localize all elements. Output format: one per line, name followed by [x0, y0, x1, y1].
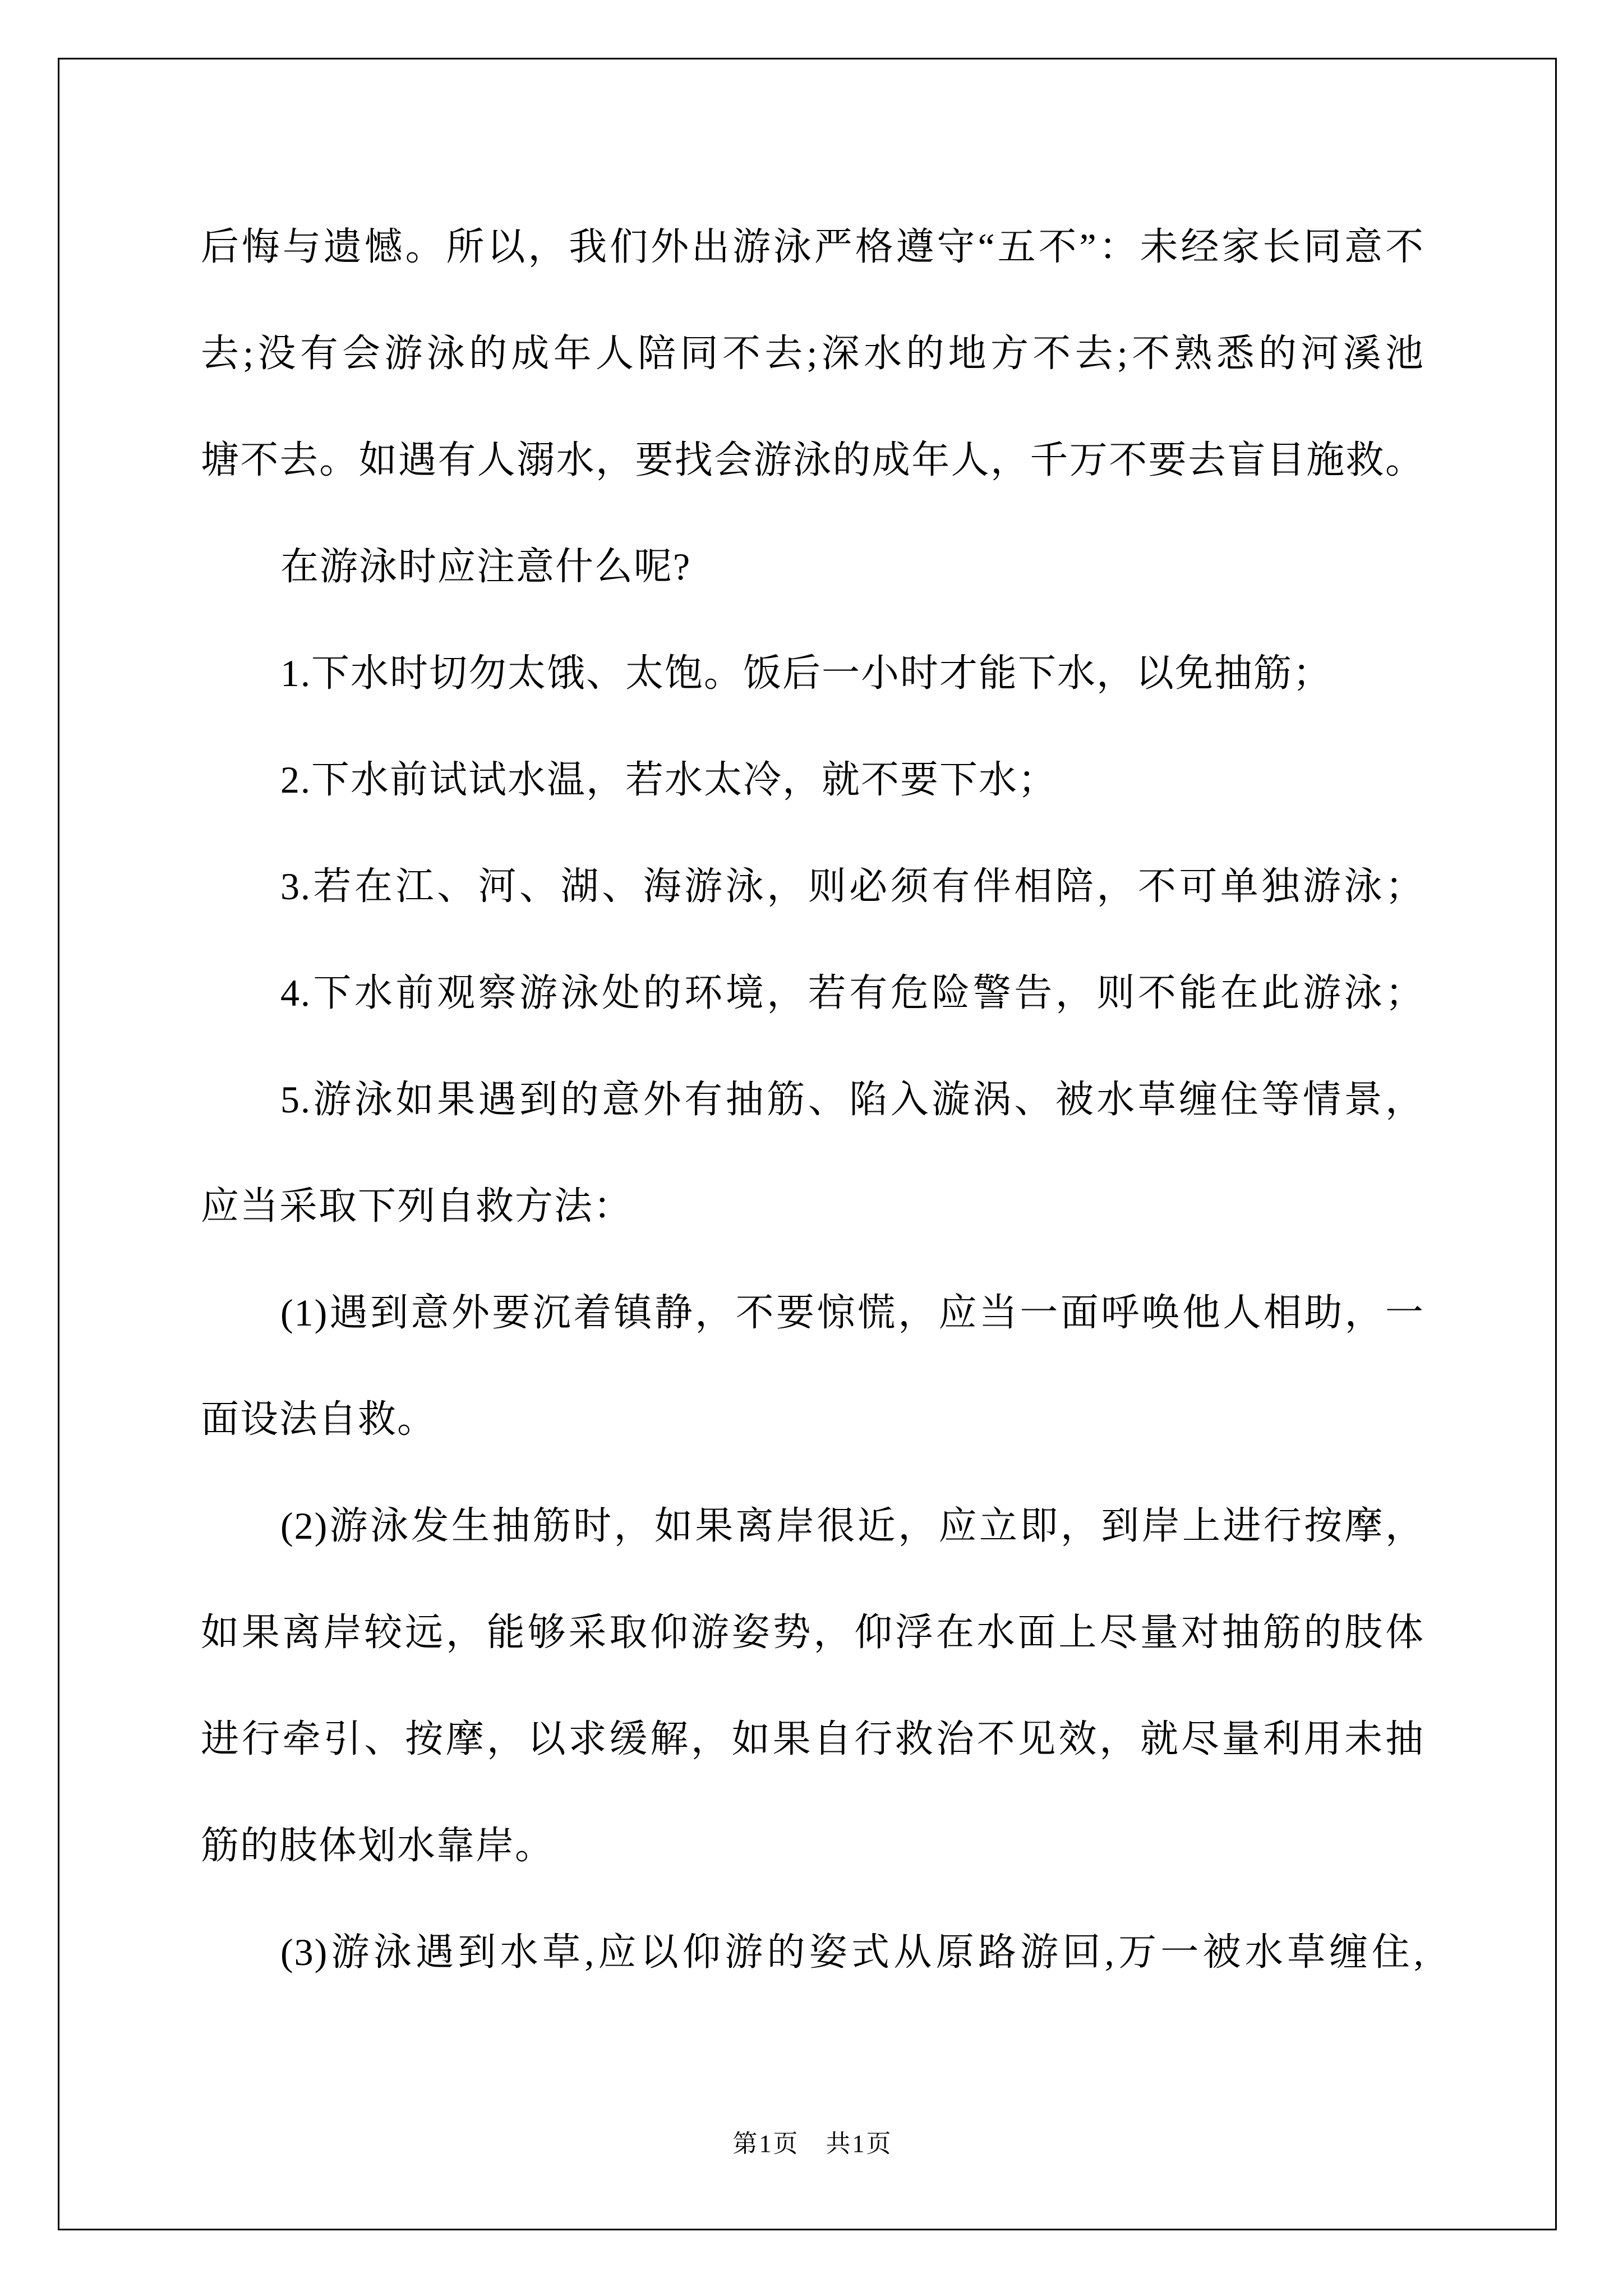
text-line: 3.若在江、河、湖、海游泳，则必须有伴相陪，不可单独游泳；	[280, 865, 1424, 908]
text-line: (2)游泳发生抽筋时，如果离岸很近，应立即，到岸上进行按摩，	[280, 1504, 1424, 1547]
text-line: 1.下水时切勿太饿、太饱。饭后一小时才能下水，以免抽筋；	[280, 652, 1332, 694]
footer-total-pages: 共1页	[826, 2130, 893, 2157]
text-line: 面设法自救。	[201, 1398, 437, 1441]
text-line: 塘不去。如遇有人溺水，要找会游泳的成年人，千万不要去盲目施救。	[201, 439, 1424, 481]
text-line: (3)游泳遇到水草,应以仰游的姿式从原路游回,万一被水草缠住,	[280, 1931, 1424, 1973]
text-line: 后悔与遗憾。所以，我们外出游泳严格遵守“五不”：未经家长同意不	[201, 226, 1424, 268]
text-line: 筋的肢体划水靠岸。	[201, 1824, 555, 1867]
text-line: 如果离岸较远，能够采取仰游姿势，仰浮在水面上尽量对抽筋的肢体	[201, 1611, 1424, 1654]
page-footer	[201, 2116, 1424, 2172]
footer-page-number: 第1页	[732, 2130, 800, 2157]
text-line: 进行牵引、按摩，以求缓解，如果自行救治不见效，就尽量利用未抽	[201, 1718, 1424, 1760]
text-line: 5.游泳如果遇到的意外有抽筋、陷入漩涡、被水草缠住等情景，	[280, 1078, 1424, 1121]
document-body-text	[201, 194, 1424, 2005]
text-line: 去;没有会游泳的成年人陪同不去;深水的地方不去;不熟悉的河溪池	[201, 332, 1424, 375]
text-line: 在游泳时应注意什么呢?	[280, 545, 691, 588]
text-line: 应当采取下列自救方法：	[201, 1185, 633, 1227]
text-line: (1)遇到意外要沉着镇静，不要惊慌，应当一面呼唤他人相助，一	[280, 1291, 1424, 1334]
text-line: 2.下水前试试水温，若水太冷，就不要下水；	[280, 758, 1058, 801]
text-line: 4.下水前观察游泳处的环境，若有危险警告，则不能在此游泳；	[280, 972, 1424, 1014]
